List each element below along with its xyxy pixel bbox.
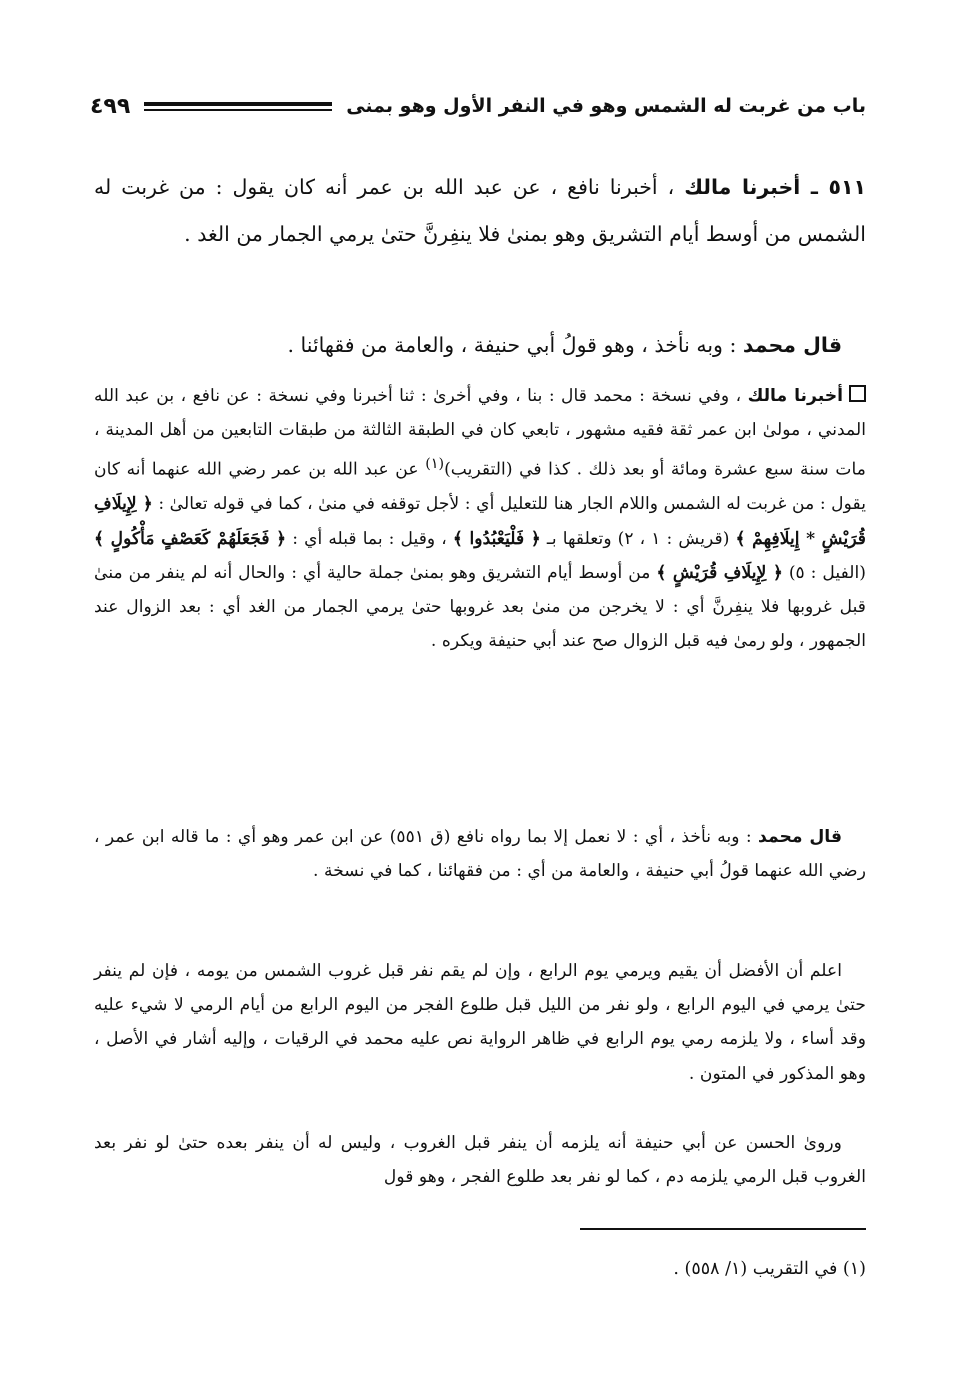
commentary-1-part-2: عن عبد الله بن عمر رضي الله عنهما أنه كان يقول : من غربت له الشمس واللام الجار هنا للتعليل أي : لأجل توقفه في منىٰ ، كما في قوله تعالىٰ : (94, 460, 866, 515)
square-marker-icon (849, 385, 866, 402)
commentary-2-lead: قال محمد (758, 827, 842, 847)
commentary-1-part-4: ، وقيل : بما قبله أي : (292, 528, 447, 549)
commentary-1-part-5: (الفيل : ٥) (788, 562, 866, 583)
header-rule (144, 102, 332, 111)
page-number: ٤٩٩ (90, 93, 131, 119)
commentary-paragraph-2 (94, 820, 866, 888)
hadith-number-lead: ٥١١ ـ أخبرنا مالك (684, 175, 866, 199)
commentary-1-part-6: من أوسط أيام التشريق وهو بمنىٰ جملة حالية أي : والحال أنه لم ينفر من منىٰ قبل غروبها فلا ينفِرنَّ أي : لا يخرجن من منىٰ بعد غروبها حتىٰ يرمي الجمار من الغد أي : بعد الزوال عند الجمهور ، ولو رمىٰ فيه قبل الزوال صح عند أبي حنيفة ويكره . (94, 562, 866, 652)
commentary-1-part-1: ، وفي نسخة : محمد قال : بنا ، وفي أخرىٰ : ثنا أخبرنا وفي نسخة : عن نافع ، بن عبد الله المدني ، مولىٰ ابن عمر ثقة فقيه مشهور ، تابعي كان في الطبقة الثالثة من طبقات التابعين من أهل المدينة ، مات سنة سبع عشرة ومائة أو بعد ذلك . كذا في (التقريب) (94, 386, 867, 481)
footnote-reference: (١) (425, 456, 445, 473)
footnote-text: (١) في التقريب (١/ ٥٥٨) . (673, 1259, 866, 1279)
footnote-separator (580, 1228, 866, 1230)
commentary-2-text: : وبه نأخذ ، أي : لا نعمل إلا بما رواه نافع (ق ٥٥١) عن ابن عمر وهو أي : ما قاله ابن عمر ، رضي الله عنهما قولُ أبي حنيفة ، والعامة من أي : من فقهائنا ، كما في نسخة . (94, 827, 866, 882)
qal-muhammad-text: : وبه نأخذ ، وهو قولُ أبي حنيفة ، والعامة من فقهائنا . (287, 333, 737, 357)
hadith-paragraph (94, 164, 866, 258)
commentary-paragraph-3 (94, 954, 866, 1091)
commentary-1-lead: أخبرنا مالك (747, 386, 843, 406)
quran-verse-3: ﴿ فَجَعَلَهُمْ كَعَصْفٍ مَأْكُولٍ ﴾ (94, 528, 287, 549)
chapter-title: باب من غربت له الشمس وهو في النفر الأول وهو بمنى (346, 95, 866, 117)
commentary-paragraph-4 (94, 1126, 866, 1194)
page-header (90, 84, 866, 128)
commentary-1-part-3: (قريش : ١ ، ٢) وتعلقها بـ (546, 528, 730, 549)
qal-muhammad-lead: قال محمد (742, 333, 842, 357)
quran-verse-4: ﴿ لِإِيلَافِ قُرَيْشٍ ﴾ (656, 562, 783, 583)
commentary-4-text: وروىٰ الحسن عن أبي حنيفة أنه يلزمه أن ينفر قبل الغروب ، وليس له أن ينفر بعده حتىٰ لو نفر بعد الغروب قبل الرمي يلزمه دم ، كما لو نفر بعد طلوع الفجر ، وهو قول (94, 1133, 866, 1188)
hadith-text: ، أخبرنا نافع ، عن عبد الله بن عمر أنه كان يقول : من غربت له الشمس من أوسط أيام التشريق وهو بمنىٰ فلا ينفِرنَّ حتىٰ يرمي الجمار من الغد . (94, 175, 866, 246)
footnote (94, 1256, 866, 1282)
commentary-3-text: اعلم أن الأفضل أن يقيم ويرمي يوم الرابع ، وإن لم يقم نفر قبل غروب الشمس من يومه ، فإن لم ينفر حتىٰ يرمي في اليوم الرابع ، ولو نفر من الليل قبل طلوع الفجر من اليوم الرابع من أيام الرمي لا شيء عليه وقد أساء ، ولا يلزمه رمي يوم الرابع في ظاهر الرواية نص عليه محمد في الرقيات ، وإليه أشار في الأصل ، وهو المذكور في المتون . (94, 961, 866, 1084)
commentary-paragraph-1 (94, 379, 866, 658)
qal-muhammad-paragraph (94, 322, 866, 369)
quran-verse-1: ﴿ لِإِيلَافِ قُرَيْشٍ * إِيلَافِهِمْ ﴾ (94, 494, 867, 549)
quran-verse-2: ﴿ فَلْيَعْبُدُوا ﴾ (452, 528, 541, 549)
